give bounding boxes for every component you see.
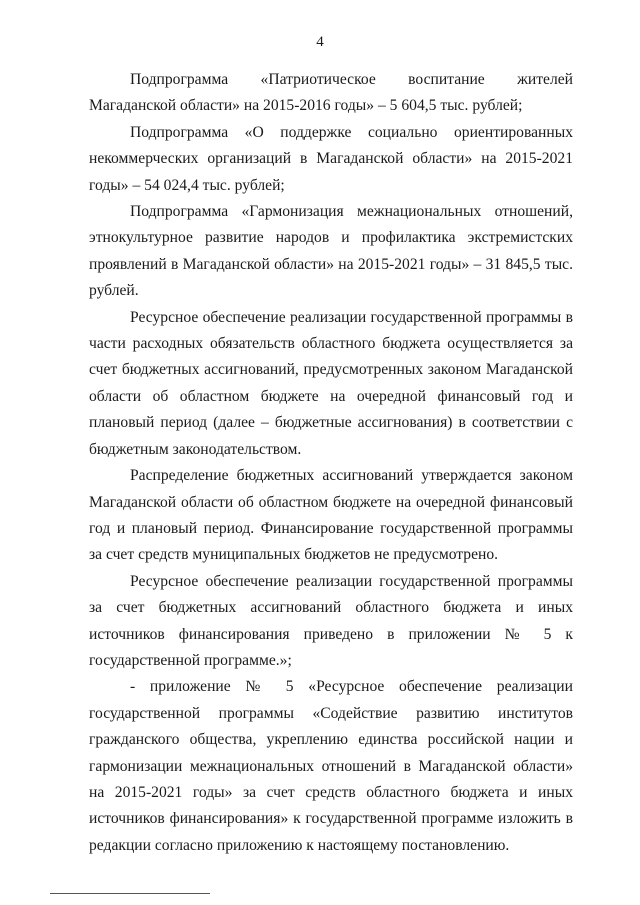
paragraph-patriotic-subprogram: Подпрограмма «Патриотическое воспитание жителей Магаданской области» на 2015-2016 годы» – 5 604,5 тыс. рублей; xyxy=(89,71,573,115)
page-number: 4 xyxy=(316,34,324,50)
document-body xyxy=(89,67,573,859)
paragraph-budget-distribution: Распределение бюджетных ассигнований утверждается законом Магаданской области об областном бюджете на очередной финансовый год и плановый период. Финансирование государственной программы за счет средств муниципальных бюджетов не предусмотрено. xyxy=(89,467,573,564)
paragraph-nko-subprogram: Подпрограмма «О поддержке социально ориентированных некоммерческих организаций в Магаданской области» на 2015-2021 годы» – 54 024,4 тыс. рублей; xyxy=(89,123,573,194)
bottom-rule xyxy=(50,893,210,894)
paragraph-resource-provision: Ресурсное обеспечение реализации государственной программы в части расходных обязательств областного бюджета осуществляется за счет бюджетных ассигнований, предусмотренных законом Магаданской области об областном бюджете на очередной финансовый год и плановый период (далее – бюджетные ассигнования) в соответствии с бюджетным законодательством. xyxy=(89,308,573,458)
paragraph-harmonization-subprogram: Подпрограмма «Гармонизация межнациональных отношений, этнокультурное развитие народов и профилактика экстремистских проявлений в Магаданской области» на 2015-2021 годы» – 31 845,5 тыс. рублей. xyxy=(89,203,573,300)
paragraph-appendix-5-item: - приложение № 5 «Ресурсное обеспечение реализации государственной программы «Содействие развитию институтов гражданского общества, укреплению единства российской нации и гармонизации межнациональных отношений в Магаданской области» на 2015-2021 годы» за счет средств областного бюджета и иных источников финансирования» к государственной программе изложить в редакции согласно приложению к настоящему постановлению. xyxy=(89,678,573,854)
paragraph-resource-appendix: Ресурсное обеспечение реализации государственной программы за счет бюджетных ассигнований областного бюджета и иных источников финансирования приведено в приложении № 5 к государственной программе.»; xyxy=(89,572,573,669)
